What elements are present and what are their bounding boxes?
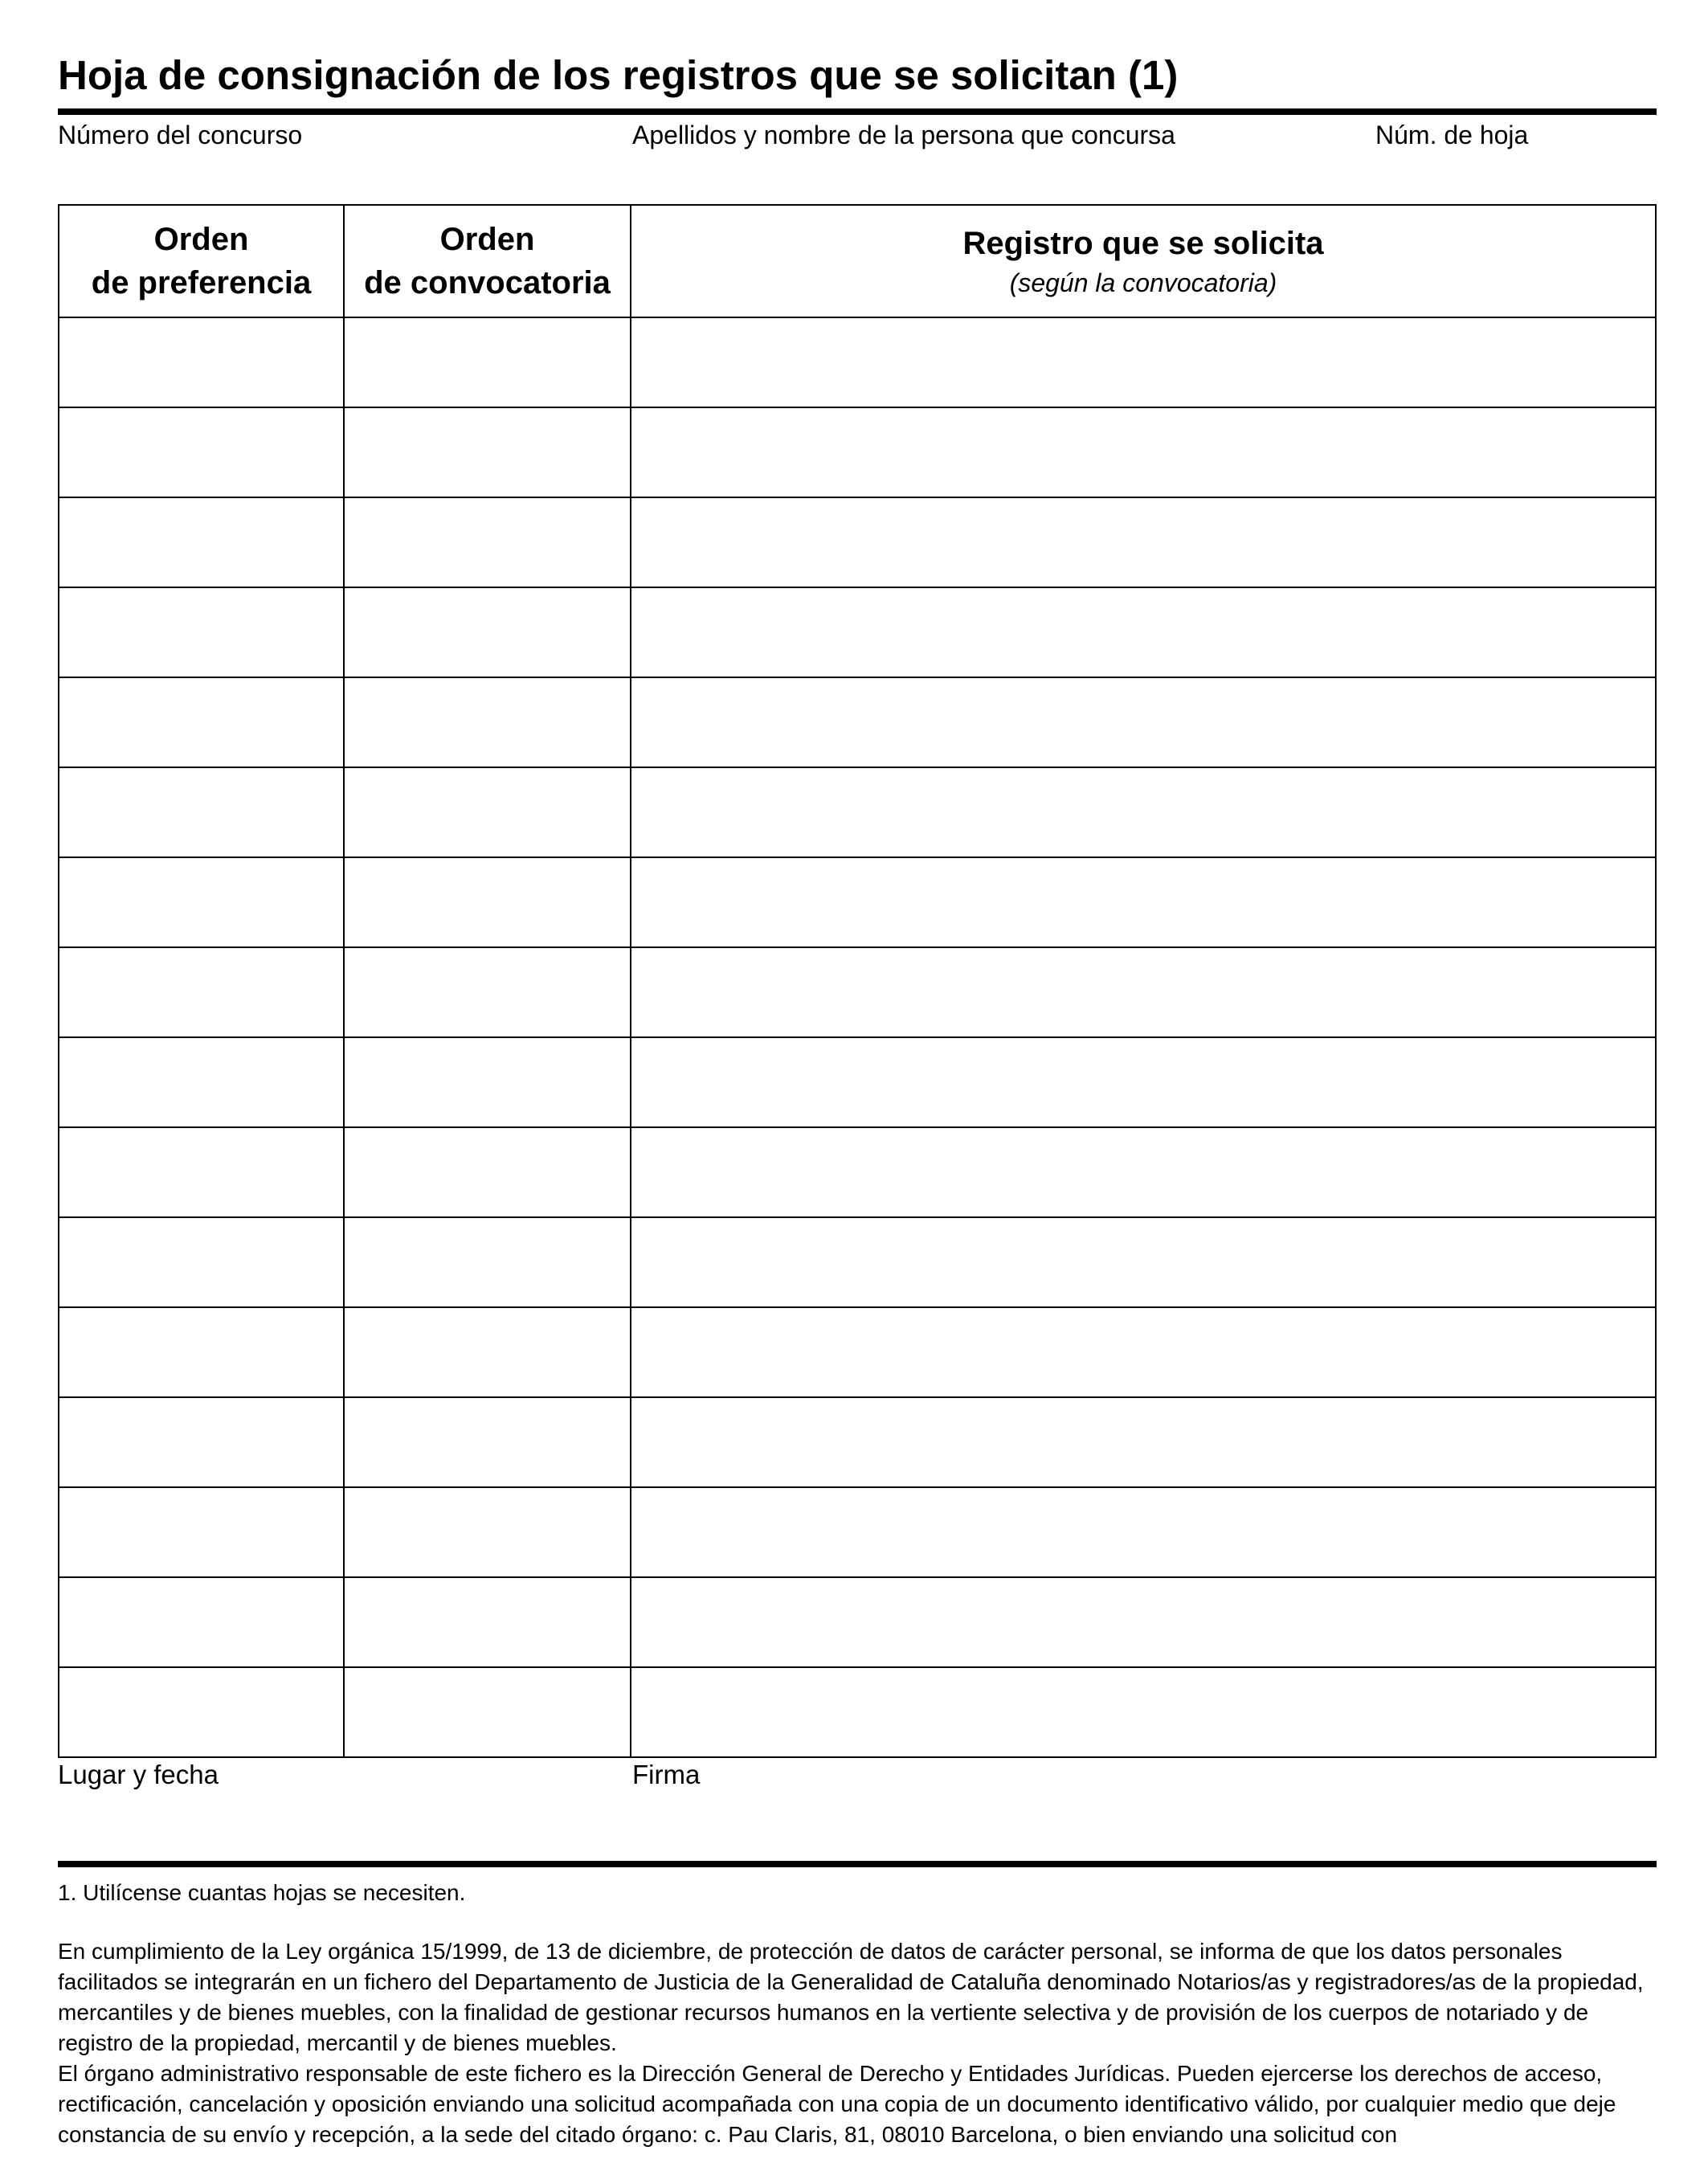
preference-order-cell[interactable]	[59, 677, 344, 767]
requested-registry-cell[interactable]	[631, 1127, 1656, 1217]
table-row	[59, 1037, 1656, 1127]
call-order-cell[interactable]	[344, 1667, 631, 1757]
preference-order-cell[interactable]	[59, 587, 344, 677]
table-body	[59, 317, 1656, 1757]
call-order-cell[interactable]	[344, 1307, 631, 1397]
data-protection-notice	[58, 1936, 1657, 2150]
call-order-cell[interactable]	[344, 767, 631, 857]
preference-order-cell[interactable]	[59, 947, 344, 1037]
table-row	[59, 1577, 1656, 1667]
applicant-name-label: Apellidos y nombre de la persona que concursa	[632, 121, 1175, 149]
table-row	[59, 497, 1656, 587]
registry-request-table	[58, 204, 1657, 1758]
header-subtitle: (según la convocatoria)	[1009, 268, 1277, 297]
table-row	[59, 857, 1656, 947]
preference-order-cell[interactable]	[59, 767, 344, 857]
table-row	[59, 947, 1656, 1037]
requested-registry-cell[interactable]	[631, 1217, 1656, 1307]
requested-registry-cell[interactable]	[631, 587, 1656, 677]
requested-registry-cell[interactable]	[631, 1307, 1656, 1397]
form-page	[58, 0, 1657, 2171]
call-order-cell[interactable]	[344, 1127, 631, 1217]
table-row	[59, 1397, 1656, 1487]
call-order-cell[interactable]	[344, 1217, 631, 1307]
table-row	[59, 1217, 1656, 1307]
requested-registry-cell[interactable]	[631, 407, 1656, 497]
footnote: 1. Utilícense cuantas hojas se necesiten.	[58, 1880, 466, 1905]
legal-paragraph-2: El órgano administrativo responsable de este fichero es la Dirección General de Derecho y Entidades Jurídicas. Pueden ejercerse los derechos de acceso, rectificación, cancelación y oposición enviando una solicitud acompañada con una copia de un documento identificativo válido, por cualquier medio que deje constancia de su envío y recepción, a la sede del citado órgano: c. Pau Claris, 81, 08010 Barcelona, o bien enviando una solicitud con	[58, 2061, 1616, 2147]
requested-registry-cell[interactable]	[631, 1037, 1656, 1127]
requested-registry-cell[interactable]	[631, 857, 1656, 947]
requested-registry-cell[interactable]	[631, 1667, 1656, 1757]
requested-registry-cell[interactable]	[631, 767, 1656, 857]
table-header-row	[59, 205, 1656, 317]
requested-registry-header	[631, 205, 1656, 317]
table-row	[59, 1487, 1656, 1577]
preference-order-cell[interactable]	[59, 1127, 344, 1217]
table-row	[59, 1127, 1656, 1217]
preference-order-cell[interactable]	[59, 497, 344, 587]
header-line-1: Orden	[439, 222, 535, 257]
header-line-2: de preferencia	[91, 265, 312, 301]
table-row	[59, 317, 1656, 407]
call-order-cell[interactable]	[344, 677, 631, 767]
table-row	[59, 1667, 1656, 1757]
preference-order-cell[interactable]	[59, 407, 344, 497]
preference-order-cell[interactable]	[59, 317, 344, 407]
requested-registry-cell[interactable]	[631, 497, 1656, 587]
header-line-1: Registro que se solicita	[962, 225, 1324, 261]
table-row	[59, 587, 1656, 677]
preference-order-cell[interactable]	[59, 1397, 344, 1487]
preference-order-cell[interactable]	[59, 857, 344, 947]
preference-order-cell[interactable]	[59, 1577, 344, 1667]
preference-order-cell[interactable]	[59, 1217, 344, 1307]
preference-order-cell[interactable]	[59, 1667, 344, 1757]
call-order-cell[interactable]	[344, 1037, 631, 1127]
requested-registry-cell[interactable]	[631, 947, 1656, 1037]
call-order-cell[interactable]	[344, 1487, 631, 1577]
table-row	[59, 407, 1656, 497]
top-rule	[58, 108, 1657, 115]
header-line-1: Orden	[153, 222, 249, 257]
call-order-cell[interactable]	[344, 1397, 631, 1487]
form-title: Hoja de consignación de los registros que se solicitan (1)	[58, 52, 1179, 98]
call-order-cell[interactable]	[344, 497, 631, 587]
place-date-label: Lugar y fecha	[58, 1760, 219, 1789]
requested-registry-cell[interactable]	[631, 677, 1656, 767]
call-order-cell[interactable]	[344, 587, 631, 677]
preference-order-header	[59, 205, 344, 317]
table-row	[59, 767, 1656, 857]
requested-registry-cell[interactable]	[631, 1577, 1656, 1667]
call-order-cell[interactable]	[344, 317, 631, 407]
legal-paragraph-1: En cumplimiento de la Ley orgánica 15/1999, de 13 de diciembre, de protección de datos de carácter personal, se informa de que los datos personales facilitados se integrarán en un fichero del Departamento de Justicia de la Generalidad de Cataluña denominado Notarios/as y registradores/as de la propiedad, mercantiles y de bienes muebles, con la finalidad de gestionar recursos humanos en la vertiente selectiva y de provisión de los cuerpos de notariado y de registro de la propiedad, mercantil y de bienes muebles.	[58, 1939, 1644, 2055]
bottom-rule	[58, 1861, 1657, 1867]
contest-number-label: Número del concurso	[58, 121, 303, 149]
sheet-number-label: Núm. de hoja	[1375, 121, 1529, 149]
requested-registry-cell[interactable]	[631, 1397, 1656, 1487]
preference-order-cell[interactable]	[59, 1307, 344, 1397]
call-order-cell[interactable]	[344, 947, 631, 1037]
header-line-2: de convocatoria	[364, 265, 611, 301]
call-order-cell[interactable]	[344, 857, 631, 947]
table-row	[59, 1307, 1656, 1397]
preference-order-cell[interactable]	[59, 1487, 344, 1577]
preference-order-cell[interactable]	[59, 1037, 344, 1127]
call-order-header	[344, 205, 631, 317]
requested-registry-cell[interactable]	[631, 1487, 1656, 1577]
call-order-cell[interactable]	[344, 407, 631, 497]
signature-label: Firma	[632, 1760, 701, 1789]
requested-registry-cell[interactable]	[631, 317, 1656, 407]
call-order-cell[interactable]	[344, 1577, 631, 1667]
table-row	[59, 677, 1656, 767]
